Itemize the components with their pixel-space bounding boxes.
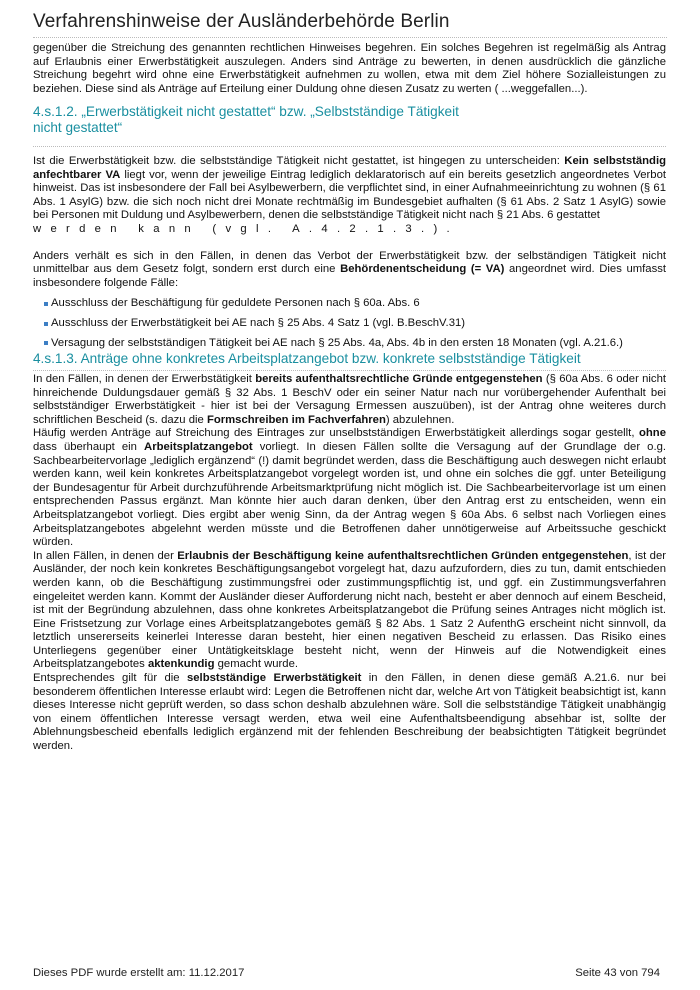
section-4s13-paragraph-2 bbox=[33, 427, 666, 549]
bold-term: Formschreiben im Fachverfahren bbox=[206, 413, 386, 426]
bold-term: Behördenentscheidung (= VA) bbox=[340, 263, 505, 276]
list-item bbox=[33, 297, 666, 311]
section-4s13-block bbox=[33, 351, 666, 754]
text-run: Häufig werden Anträge auf Streichung des Eintrages zur unselbstständigen Erwerbstätigkeit allerdings sogar gestellt, bbox=[33, 427, 639, 440]
section-heading-4s12-line2: nicht gestattet“ bbox=[33, 120, 123, 135]
section-4s12-paragraph-1-last-line: werden kann (vgl. A.4.2.1.3.). bbox=[33, 222, 459, 235]
header-divider bbox=[33, 37, 667, 38]
bold-term: selbstständige Erwerbstätigkeit bbox=[186, 672, 362, 685]
text-run: vorliegt. In diesen Fällen sollte die Versagung auf der Grundlage der o.g. Sachbearbeitervorlage „lediglich ergänzend“ (!) damit begründet werden, dass die Beschäftigung auch deswegen nicht erlaubt werden kann, weil kein konkretes Arbeitsplatzangebot vorgelegt worden ist, und ohne ein solches die ggf. unter Beteiligung der Bundesagentur für Arbeit durchzuführende Arbeitsmarktprüfung nicht möglich ist. Die Sachbearbeitervorlage ist um einen entsprechenden Passus ergänzt. Man könnte hier auch daran denken, über den Antrag erst zu entscheiden, wenn ein Arbeitsplatzangebot vorliegt. Dies ergibt aber wenig Sinn, da der Antrag wegen § 60a Abs. 6 selbst nach Vorliegen eines Arbeitsplatzangebotes abgelehnt werden müsste und die Betroffenen daher unnötigerweise auf Arbeitssuche geschickt würden. bbox=[33, 440, 667, 549]
text-run: In allen Fällen, in denen der bbox=[33, 549, 178, 562]
footer-page-number: Seite 43 von 794 bbox=[575, 967, 660, 979]
page-header-title: Verfahrenshinweise der Ausländerbehörde Berlin bbox=[33, 11, 450, 32]
list-item-text: Versagung der selbstständigen Tätigkeit bei AE nach § 25 Abs. 4a, Abs. 4b in den ersten 18 Monaten (vgl. A.21.6.) bbox=[51, 336, 623, 349]
bold-term: aktenkundig bbox=[147, 658, 215, 671]
list-item bbox=[33, 317, 666, 331]
bold-term: Erlaubnis der Beschäftigung keine aufenthaltsrechtlichen Gründen entgegenstehen bbox=[177, 549, 629, 562]
text-run: in den Fällen, in denen diese gemäß A.21.6. nur bei besonderem öffentlichen Interesse erlaubt wird: Legen die Betroffenen nicht dar, welche Art von Tätigkeit beabsichtigt ist, kann dieses Interesse nicht geprüft werden, so dass schon deshalb abzulehnen wäre. Soll die selbstständige Tätigkeit unabhängig von einem öffentlichen Interesse versagt werden, etwa weil eine Aufenthaltsbeendigung absehbar ist, sollte der Ablehnungsbescheid ebenfalls lediglich ergänzend mit der fehlenden Beschreibung der beabsichtigten Tätigkeit begründet werden. bbox=[33, 672, 666, 753]
section-heading-4s12-line1: 4.s.1.2. „Erwerbstätigkeit nicht gestattet“ bzw. „Selbstständige Tätigkeit bbox=[33, 104, 459, 119]
text-run: Anders verhält es sich in den Fällen, in denen das Verbot der Erwerbstätigkeit bzw. der selbständigen Tätigkeit nicht unmittelbar aus dem Gesetz folgt, sondern erst durch eine bbox=[33, 249, 666, 276]
footer-created-date: Dieses PDF wurde erstellt am: 11.12.2017 bbox=[33, 967, 245, 979]
text-run: In den Fällen, in denen der Erwerbstätigkeit bbox=[33, 373, 256, 385]
list-item-text: Ausschluss der Beschäftigung für geduldete Personen nach § 60a. Abs. 6 bbox=[51, 297, 420, 310]
text-run: liegt vor, wenn der jeweilige Eintrag lediglich deklaratorisch auf ein bereits gesetzlich angeordnetes Verbot hinweist. Das ist insbesondere der Fall bei Asylbewerbern, die verpflichtet sind, in einer Aufnahmeeinrichtung zu wohnen (§ 61 Abs. 1 AsylG) bzw. die sich noch nicht drei Monate rechtmäßig im Bundesgebiet aufhalten (§ 61 Abs. 2 Satz 1 AsylG) sowie bei Personen mit Duldung und Asylbewerbern, denen die selbstständige Tätigkeit nicht nach § 21 Abs. 6 gestattet bbox=[33, 168, 666, 222]
bold-term: Arbeitsplatzangebot bbox=[144, 440, 253, 453]
text-run: angeordnet wird. Dies umfasst insbesondere folgende Fälle: bbox=[33, 263, 667, 289]
section-4s12-paragraph-2 bbox=[33, 250, 666, 291]
text-run: Ist die Erwerbstätigkeit bzw. die selbstständige Tätigkeit nicht gestattet, ist hingegen zu unterscheiden: bbox=[33, 155, 565, 167]
bold-term: ohne bbox=[639, 427, 666, 440]
text-run: Entsprechendes gilt für die bbox=[33, 672, 187, 685]
section-4s13-paragraph-3 bbox=[33, 550, 666, 672]
bullet-list bbox=[33, 297, 666, 350]
square-bullet-icon bbox=[44, 341, 48, 345]
square-bullet-icon bbox=[44, 302, 48, 306]
list-item-text: Ausschluss der Erwerbstätigkeit bei AE nach § 25 Abs. 4 Satz 1 (vgl. B.BeschV.31) bbox=[51, 316, 466, 329]
list-item bbox=[33, 337, 666, 351]
intro-paragraph-block bbox=[33, 42, 666, 96]
text-run: ) abzulehnen. bbox=[385, 413, 455, 426]
square-bullet-icon bbox=[44, 322, 48, 326]
section-heading-4s13: 4.s.1.3. Anträge ohne konkretes Arbeitsplatzangebot bzw. konkrete selbstständige Tätigkeit bbox=[33, 351, 581, 366]
section-4s12-paragraph-1 bbox=[33, 155, 666, 223]
text-run: dass überhaupt ein bbox=[33, 440, 145, 453]
text-run: , ist der Ausländer, der noch kein konkretes Beschäftigungsangebot vorgelegt hat, dazu aufzufordern, dies zu tun, damit entschieden werden kann, ob die Beschäftigung zustimmungsfrei oder zustimmungspflichtig ist, und ggf. ein Zustimmungsverfahren eingeleitet werden kann. Kommt der Ausländer dieser Aufforderung nicht nach, besteht er aber dennoch auf einem Bescheid, ist mit der Begründung abzulehnen, dass ohne konkretes Arbeitsplatzangebot die Prüfung seines Antrages nicht möglich ist. Eine Fristsetzung zur Vorlage eines Arbeitsplatzangebotes gemäß § 82 Abs. 1 Satz 2 AufenthG erscheint nicht sinnvoll, da letztlich unsererseits keinerlei Interesse daran besteht, hier einen negativen Bescheid zu erlassen. Das Risiko eines Unterliegens gegenüber einer Untätigkeitsklage besteht nicht, wenn der Hinweis auf die Notwendigkeit eines Arbeitsplatzangebotes bbox=[33, 549, 666, 671]
section-4s12-body bbox=[33, 155, 666, 356]
bold-term: bereits aufenthaltsrechtliche Gründe entgegenstehen bbox=[255, 373, 543, 385]
text-run: (§ 60a Abs. 6 oder nicht hinreichende Duldungsdauer gemäß § 32 Abs. 1 BeschV oder ein seiner Natur nach nur vorübergehender Aufenthalt bei selbstständiger Erwerbstätigkeit - hier ist bei der Versagung Ermessen auszuüben), ist der Antrag ohne weiteres durch schriftlichen Bescheid (s. dazu die bbox=[33, 373, 666, 426]
section-4s13-paragraph-4 bbox=[33, 672, 666, 754]
section-divider bbox=[33, 146, 666, 147]
text-run: gemacht wurde. bbox=[214, 658, 298, 671]
section-4s13-paragraph-1 bbox=[33, 373, 666, 427]
section-heading-block bbox=[33, 104, 666, 136]
intro-paragraph: gegenüber die Streichung des genannten rechtlichen Hinweises begehren. Ein solches Begehren ist regelmäßig als Antrag auf Erlaubnis einer Erwerbstätigkeit auszulegen. Anders sind Anträge zu bewerten, in denen ausdrücklich die gänzliche Streichung begehrt wird ohne eine Erwerbstätigkeit aufnehmen zu wollen, etwa mit dem Ziel höhere Sozialleistungen zu beziehen. Diese sind als Anträge auf Erteilung einer Duldung ohne diesen Zusatz zu werten ( ...weggefallen...). bbox=[33, 42, 666, 95]
bold-term: Kein selbstständig anfechtbarer VA bbox=[33, 155, 666, 181]
